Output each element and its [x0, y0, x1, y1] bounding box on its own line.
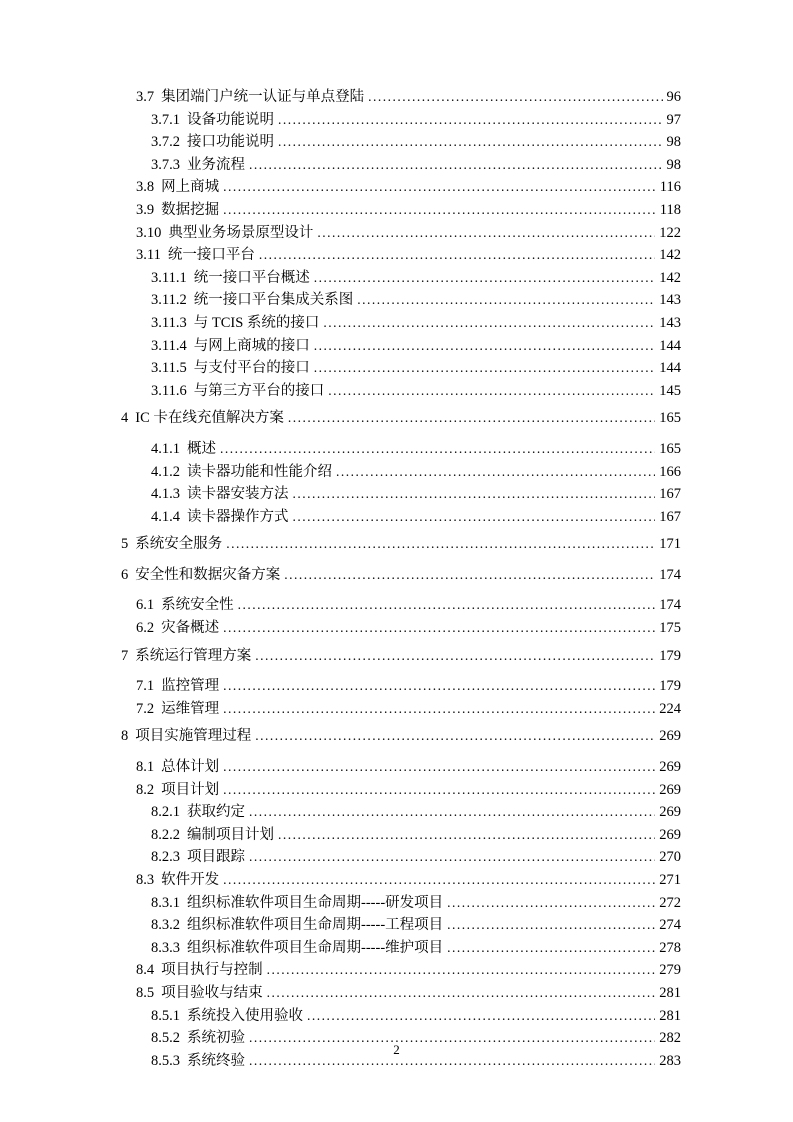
toc-entry: [121, 176, 681, 199]
toc-entry-number: 8.2.2: [151, 826, 180, 843]
toc-leader-dots: [336, 461, 655, 484]
toc-entry: [121, 801, 681, 824]
toc-entry-number: 8.4: [136, 962, 155, 979]
toc-entry-title: 接口功能说明: [187, 134, 274, 151]
toc-entry-number: 8.2.3: [151, 849, 180, 866]
toc-leader-dots: [328, 380, 655, 403]
toc-entry-page: 283: [659, 1052, 681, 1069]
toc-entry-page: 174: [659, 566, 681, 583]
toc-entry-title: 系统投入使用验收: [187, 1007, 303, 1024]
toc-leader-dots: [223, 617, 655, 640]
toc-entry-title: 业务流程: [187, 156, 245, 173]
toc-entry-page: 282: [659, 1030, 681, 1047]
toc-entry-number: 3.7: [136, 89, 155, 105]
toc-entry-number: 3.10: [136, 224, 162, 241]
toc-leader-dots: [314, 267, 656, 290]
toc-entry: [121, 959, 681, 982]
toc-leader-dots: [220, 438, 655, 461]
toc-entry: [121, 675, 681, 698]
toc-entry-number: 8.3.3: [151, 939, 180, 956]
toc-leader-dots: [357, 289, 655, 312]
toc-entry: [121, 824, 681, 847]
toc-entry-page: 269: [659, 826, 681, 843]
toc-entry-title: 系统初验: [187, 1030, 245, 1047]
toc-entry-number: 7.2: [136, 700, 155, 717]
toc-entry-number: 3.11.3: [151, 314, 187, 331]
toc-entry-number: 8.3.1: [151, 894, 180, 911]
toc-entry: [121, 914, 681, 937]
toc-entry-title: 集团端门户统一认证与单点登陆: [161, 89, 365, 105]
toc-entry-number: 4.1.4: [151, 508, 180, 525]
toc-entry-number: 3.11: [136, 247, 161, 264]
toc-leader-dots: [267, 982, 656, 1005]
toc-entry-page: 270: [659, 849, 681, 866]
toc-leader-dots: [323, 312, 655, 335]
toc-entry: [121, 594, 681, 617]
toc-leader-dots: [293, 506, 656, 529]
toc-entry: [121, 937, 681, 960]
toc-entry-title: 项目验收与结束: [161, 984, 263, 1001]
toc-entry-number: 5: [121, 536, 129, 553]
toc-leader-dots: [255, 645, 655, 668]
toc-leader-dots: [267, 959, 656, 982]
toc-entry-number: 3.11.4: [151, 337, 187, 354]
toc-leader-dots: [223, 756, 655, 779]
toc-entry-page: 167: [659, 508, 681, 525]
toc-leader-dots: [223, 698, 655, 721]
toc-entry-page: 96: [666, 89, 681, 105]
toc-entry-title: 概述: [187, 440, 216, 457]
toc-entry: [121, 407, 681, 430]
toc-entry-number: 4.1.2: [151, 463, 180, 480]
toc-entry: [121, 109, 681, 132]
toc-leader-dots: [249, 801, 655, 824]
toc-entry-title: IC 卡在线充值解决方案: [135, 410, 284, 427]
toc-entry-title: 与第三方平台的接口: [193, 382, 325, 399]
toc-entry-page: 165: [659, 410, 681, 427]
toc-entry: [121, 357, 681, 380]
toc-entry-page: 142: [659, 247, 681, 264]
toc-entry-title: 系统安全性: [161, 597, 234, 614]
toc-entry-page: 97: [666, 111, 681, 128]
page-number-footer: 2: [393, 1042, 400, 1057]
toc-leader-dots: [223, 869, 655, 892]
toc-entry: [121, 869, 681, 892]
toc-entry-page: 122: [659, 224, 681, 241]
toc-entry-number: 8.5.3: [151, 1052, 180, 1069]
toc-entry-page: 272: [659, 894, 681, 911]
toc-entry-number: 8.5: [136, 984, 155, 1001]
toc-entry: [121, 756, 681, 779]
toc-entry-number: 3.7.2: [151, 134, 180, 151]
toc-entry-page: 116: [659, 179, 681, 196]
toc-leader-dots: [368, 86, 662, 109]
toc-entry-page: 118: [659, 201, 681, 218]
toc-entry-page: 144: [659, 337, 681, 354]
toc-entry-title: 数据挖掘: [161, 201, 220, 218]
toc-entry-page: 143: [659, 314, 681, 331]
toc-entry: [121, 698, 681, 721]
toc-entry-number: 3.11.5: [151, 360, 187, 377]
toc-entry-page: 269: [659, 804, 681, 821]
toc-entry-number: 8.5.2: [151, 1030, 180, 1047]
toc-leader-dots: [238, 594, 656, 617]
toc-entry-title: 项目实施管理过程: [135, 728, 252, 745]
toc-entry: [121, 380, 681, 403]
toc-entry: [121, 645, 681, 668]
toc-list: [121, 86, 681, 1072]
toc-entry-number: 4.1.3: [151, 486, 180, 503]
toc-entry: [121, 846, 681, 869]
toc-entry-page: 167: [659, 486, 681, 503]
toc-entry-number: 6.2: [136, 620, 155, 637]
toc-entry-page: 279: [659, 962, 681, 979]
toc-entry: [121, 267, 681, 290]
toc-leader-dots: [447, 914, 655, 937]
toc-entry: [121, 222, 681, 245]
toc-entry-page: 174: [659, 597, 681, 614]
toc-entry-title: 读卡器安装方法: [187, 486, 289, 503]
toc-entry: [121, 438, 681, 461]
toc-leader-dots: [307, 1005, 655, 1028]
toc-entry: [121, 617, 681, 640]
toc-entry: [121, 483, 681, 506]
toc-entry-title: 典型业务场景原型设计: [168, 224, 314, 241]
toc-entry: [121, 86, 681, 109]
toc-entry-title: 组织标准软件项目生命周期-----维护项目: [187, 939, 444, 956]
toc-entry-title: 与支付平台的接口: [193, 360, 310, 377]
toc-entry-page: 98: [666, 134, 681, 151]
toc-entry-page: 281: [659, 1007, 681, 1024]
toc-entry-number: 6.1: [136, 597, 155, 614]
toc-entry: [121, 779, 681, 802]
toc-entry-page: 274: [659, 917, 681, 934]
toc-leader-dots: [223, 779, 655, 802]
toc-entry-title: 灾备概述: [161, 620, 220, 637]
toc-entry: [121, 289, 681, 312]
toc-leader-dots: [223, 199, 656, 222]
toc-entry-title: 读卡器功能和性能介绍: [187, 463, 332, 480]
toc-entry-page: 165: [659, 440, 681, 457]
toc-entry-number: 8.1: [136, 759, 155, 776]
toc-entry-title: 项目跟踪: [187, 849, 245, 866]
toc-entry-title: 总体计划: [161, 759, 220, 776]
toc-entry-title: 安全性和数据灾备方案: [135, 566, 281, 583]
toc-leader-dots: [314, 357, 656, 380]
toc-entry: [121, 506, 681, 529]
toc-leader-dots: [447, 892, 655, 915]
toc-entry: [121, 312, 681, 335]
toc-entry-number: 6: [121, 566, 129, 583]
toc-entry-page: 145: [659, 382, 681, 399]
toc-entry: [121, 982, 681, 1005]
toc-entry-title: 网上商城: [161, 179, 220, 196]
toc-leader-dots: [278, 824, 655, 847]
toc-entry: [121, 244, 681, 267]
toc-entry-page: 166: [659, 463, 681, 480]
toc-entry-page: 179: [659, 678, 681, 695]
toc-entry-number: 3.7.1: [151, 111, 180, 128]
toc-leader-dots: [288, 407, 655, 430]
toc-entry-number: 7.1: [136, 678, 155, 695]
toc-entry-title: 统一接口平台: [167, 247, 255, 264]
toc-leader-dots: [226, 533, 655, 556]
toc-leader-dots: [278, 109, 663, 132]
toc-entry: [121, 461, 681, 484]
toc-entry: [121, 1005, 681, 1028]
toc-leader-dots: [249, 846, 655, 869]
toc-entry-number: 3.11.2: [151, 292, 187, 309]
toc-entry-page: 224: [659, 700, 681, 717]
toc-entry-page: 271: [659, 872, 681, 888]
toc-entry-page: 171: [659, 536, 681, 553]
toc-entry-title: 软件开发: [161, 872, 220, 888]
toc-entry-page: 144: [659, 360, 681, 377]
toc-entry: [121, 154, 681, 177]
toc-entry: [121, 725, 681, 748]
toc-entry-title: 组织标准软件项目生命周期-----研发项目: [187, 894, 444, 911]
toc-entry-number: 3.11.1: [151, 269, 187, 286]
toc-entry-title: 与 TCIS 系统的接口: [193, 314, 320, 331]
toc-entry-page: 98: [666, 156, 681, 173]
toc-entry: [121, 533, 681, 556]
toc-entry-page: 175: [659, 620, 681, 637]
toc-entry-page: 142: [659, 269, 681, 286]
toc-entry-title: 编制项目计划: [187, 826, 274, 843]
toc-leader-dots: [317, 222, 655, 245]
toc-entry: [121, 335, 681, 358]
toc-entry-page: 143: [659, 292, 681, 309]
toc-entry-title: 监控管理: [161, 678, 220, 695]
toc-entry-number: 8.2: [136, 781, 155, 798]
toc-entry-number: 3.7.3: [151, 156, 180, 173]
toc-entry-number: 3.8: [136, 179, 155, 196]
toc-entry: [121, 199, 681, 222]
toc-entry-title: 系统安全服务: [135, 536, 223, 553]
toc-leader-dots: [249, 154, 663, 177]
toc-entry-title: 与网上商城的接口: [193, 337, 310, 354]
toc-entry-page: 278: [659, 939, 681, 956]
toc-entry-title: 系统终验: [187, 1052, 245, 1069]
toc-entry-number: 3.9: [136, 201, 155, 218]
toc-entry-page: 269: [659, 759, 681, 776]
toc-entry-number: 4: [121, 410, 129, 427]
toc-leader-dots: [284, 564, 655, 587]
toc-entry-page: 269: [659, 781, 681, 798]
toc-entry-title: 统一接口平台概述: [193, 269, 310, 286]
toc-entry-number: 3.11.6: [151, 382, 187, 399]
toc-entry-title: 统一接口平台集成关系图: [193, 292, 354, 309]
toc-entry-number: 8: [121, 728, 129, 745]
toc-entry-title: 读卡器操作方式: [187, 508, 289, 525]
toc-leader-dots: [223, 675, 655, 698]
toc-entry-title: 运维管理: [161, 700, 220, 717]
toc-entry: [121, 564, 681, 587]
toc-entry-title: 项目执行与控制: [161, 962, 263, 979]
toc-leader-dots: [259, 244, 655, 267]
toc-entry-page: 179: [659, 647, 681, 664]
toc-leader-dots: [278, 131, 663, 154]
toc-entry: [121, 131, 681, 154]
toc-entry-number: 8.5.1: [151, 1007, 180, 1024]
toc-entry-title: 组织标准软件项目生命周期-----工程项目: [187, 917, 444, 934]
toc-leader-dots: [255, 725, 655, 748]
toc-entry-title: 设备功能说明: [187, 111, 274, 128]
toc-leader-dots: [223, 176, 656, 199]
toc-entry-page: 281: [659, 984, 681, 1001]
toc-entry-title: 项目计划: [161, 781, 220, 798]
toc-entry: [121, 892, 681, 915]
toc-entry-page: 269: [659, 728, 681, 745]
toc-entry-title: 获取约定: [187, 804, 245, 821]
toc-entry-number: 7: [121, 647, 129, 664]
toc-entry-number: 8.2.1: [151, 804, 180, 821]
toc-entry-number: 8.3: [136, 872, 155, 888]
toc-leader-dots: [314, 335, 656, 358]
toc-leader-dots: [447, 937, 655, 960]
toc-entry-title: 系统运行管理方案: [135, 647, 252, 664]
toc-entry-number: 4.1.1: [151, 440, 180, 457]
toc-entry-number: 8.3.2: [151, 917, 180, 934]
toc-leader-dots: [293, 483, 656, 506]
